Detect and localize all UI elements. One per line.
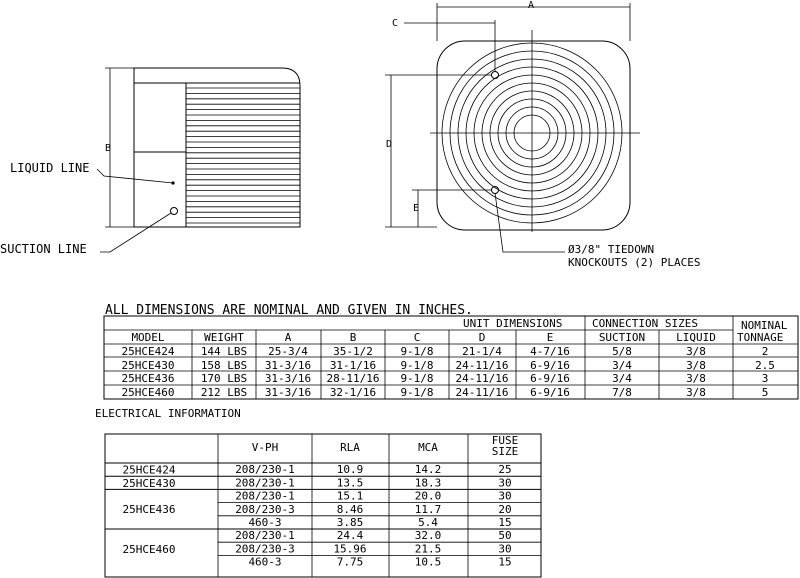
suction-line-port — [171, 208, 178, 215]
dim-column-header: E — [546, 331, 554, 344]
dim-table-cell: 5/8 — [612, 345, 632, 358]
elec-cell: 18.3 — [414, 476, 442, 490]
dim-table-cell: 3/4 — [612, 359, 632, 372]
dim-table-cell: 31-3/16 — [264, 359, 312, 372]
elec-model-group — [105, 489, 541, 529]
dim-table-row — [122, 345, 769, 358]
dim-table-cell: 31-1/16 — [329, 359, 377, 372]
dim-table-cell: 6-9/16 — [530, 372, 570, 385]
dimensions-table — [104, 303, 798, 399]
elec-cell: 50 — [498, 529, 512, 543]
unit-dimensions-header: UNIT DIMENSIONS — [463, 317, 563, 330]
elec-model-name: 25HCE424 — [122, 463, 176, 477]
dim-table-cell: 9-1/8 — [400, 345, 434, 358]
dim-table-cell: 24-11/16 — [455, 386, 509, 399]
nominal-tonnage-header-1: NOMINAL — [741, 319, 788, 332]
liquid-line-leader — [97, 169, 173, 183]
dim-table-cell: 35-1/2 — [333, 345, 373, 358]
elec-cell: 30 — [498, 542, 512, 556]
elec-cell: 32.0 — [414, 529, 442, 543]
elec-cell: 21.5 — [414, 542, 442, 556]
dim-table-cell: 6-9/16 — [530, 386, 570, 399]
dim-table-row — [122, 372, 769, 385]
dim-table-cell: 144 LBS — [200, 345, 248, 358]
dim-table-cell: 170 LBS — [200, 372, 248, 385]
side-view-louvers — [186, 88, 300, 223]
dim-table-cell: 3/8 — [686, 359, 706, 372]
elec-cell: 15.1 — [336, 489, 364, 503]
elec-cell: 208/230-1 — [235, 529, 295, 543]
suction-line-leader — [100, 213, 171, 252]
elec-cell: 208/230-1 — [235, 489, 295, 503]
elec-cell: 25 — [498, 463, 512, 477]
dim-table-cell: 6-9/16 — [530, 359, 570, 372]
dim-table-cell: 9-1/8 — [400, 386, 434, 399]
dim-table-cell: 21-1/4 — [462, 345, 502, 358]
dim-table-cell: 25HCE424 — [121, 345, 175, 358]
elec-cell: 3.85 — [336, 516, 364, 529]
elec-cell: 8.46 — [336, 502, 364, 516]
dim-table-cell: 2.5 — [755, 359, 775, 372]
liquid-line-label: LIQUID LINE — [10, 161, 90, 175]
dim-table-cell: 32-1/16 — [329, 386, 377, 399]
elec-cell: 20 — [498, 502, 512, 516]
elec-cell: 20.0 — [414, 489, 442, 503]
elec-cell: 460-3 — [248, 555, 282, 569]
elec-header-fuse-1: FUSE — [491, 434, 519, 447]
elec-cell: 208/230-1 — [235, 463, 295, 477]
dim-table-row — [122, 359, 775, 372]
dim-table-cell: 3 — [761, 372, 769, 385]
dim-table-cell: 25HCE460 — [121, 386, 175, 399]
elec-cell: 14.2 — [414, 463, 442, 477]
dim-table-cell: 9-1/8 — [400, 372, 434, 385]
elec-cell: 208/230-3 — [235, 502, 295, 516]
dim-column-header: SUCTION — [598, 331, 646, 344]
tiedown-knockout-top — [492, 72, 499, 79]
dim-table-cell: 3/8 — [686, 386, 706, 399]
dim-table-cell: 9-1/8 — [400, 359, 434, 372]
dim-b-label: B — [105, 143, 112, 154]
dim-table-cell: 31-3/16 — [264, 386, 312, 399]
elec-cell: 15 — [498, 516, 512, 529]
dim-table-cell: 2 — [761, 345, 769, 358]
electrical-rows — [105, 463, 541, 569]
elec-header-rla: RLA — [340, 441, 360, 454]
dim-column-header: C — [413, 331, 421, 344]
elec-model-group — [105, 529, 541, 569]
dim-c-label: C — [392, 18, 399, 29]
dim-column-header: A — [284, 331, 292, 344]
dim-table-cell: 25-3/4 — [268, 345, 308, 358]
elec-model-name: 25HCE436 — [122, 503, 176, 517]
dim-table-cell: 25HCE430 — [121, 359, 175, 372]
elec-cell: 460-3 — [248, 516, 282, 529]
dim-column-header: WEIGHT — [204, 331, 244, 344]
dim-table-cell: 5 — [761, 386, 769, 399]
elec-cell: 5.4 — [418, 516, 438, 529]
elec-cell: 30 — [498, 489, 512, 503]
side-view — [0, 68, 300, 256]
elec-model-group — [105, 476, 541, 490]
dim-e-label: E — [413, 203, 420, 214]
tiedown-note-line1: Ø3/8" TIEDOWN — [568, 243, 655, 256]
dim-column-header: LIQUID — [676, 331, 716, 344]
dim-table-cell: 7/8 — [612, 386, 632, 399]
dim-table-cell: 158 LBS — [200, 359, 248, 372]
dim-table-cell: 3/4 — [612, 372, 632, 385]
dim-column-header: D — [478, 331, 486, 344]
elec-cell: 10.5 — [414, 555, 442, 569]
tiedown-note-line2: KNOCKOUTS (2) PLACES — [568, 256, 701, 269]
nominal-tonnage-header-2: TONNAGE — [737, 331, 784, 344]
connection-sizes-header: CONNECTION SIZES — [592, 317, 698, 330]
dim-column-header: B — [349, 331, 357, 344]
dim-table-cell: 3/8 — [686, 345, 706, 358]
elec-model-name: 25HCE460 — [122, 542, 176, 556]
dimensions-rows — [122, 345, 775, 399]
elec-cell: 30 — [498, 476, 512, 490]
elec-cell: 208/230-1 — [235, 476, 295, 490]
elec-header-fuse-2: SIZE — [491, 445, 519, 458]
dim-table-cell: 31-3/16 — [264, 372, 312, 385]
dim-table-cell: 3/8 — [686, 372, 706, 385]
dim-table-cell: 28-11/16 — [326, 372, 380, 385]
dim-a-label: A — [528, 0, 535, 11]
dim-table-cell: 25HCE436 — [121, 372, 175, 385]
dim-table-cell: 24-11/16 — [455, 359, 509, 372]
electrical-caption: ELECTRICAL INFORMATION — [95, 407, 241, 420]
elec-header-vph: V-PH — [251, 441, 279, 454]
dim-d-label: D — [386, 139, 393, 150]
elec-cell: 10.9 — [336, 463, 364, 477]
suction-line-label: SUCTION LINE — [0, 242, 87, 256]
dim-table-cell: 212 LBS — [200, 386, 248, 399]
elec-cell: 15 — [498, 555, 512, 569]
top-view — [385, 0, 700, 269]
dimensions-column-headers — [131, 331, 715, 344]
dim-table-row — [122, 386, 769, 399]
elec-cell: 13.5 — [336, 476, 364, 490]
dim-table-cell: 24-11/16 — [455, 372, 509, 385]
elec-model-group — [105, 463, 541, 477]
dim-table-cell: 4-7/16 — [530, 345, 570, 358]
electrical-table — [95, 407, 541, 577]
elec-cell: 208/230-3 — [235, 542, 295, 556]
elec-cell: 11.7 — [414, 502, 442, 516]
dim-column-header: MODEL — [131, 331, 165, 344]
elec-cell: 7.75 — [336, 555, 364, 569]
dimensions-caption: ALL DIMENSIONS ARE NOMINAL AND GIVEN IN INCHES. — [105, 303, 473, 318]
elec-model-name: 25HCE430 — [122, 476, 176, 490]
elec-cell: 24.4 — [336, 529, 364, 543]
elec-header-mca: MCA — [418, 441, 438, 454]
elec-cell: 15.96 — [333, 542, 367, 556]
